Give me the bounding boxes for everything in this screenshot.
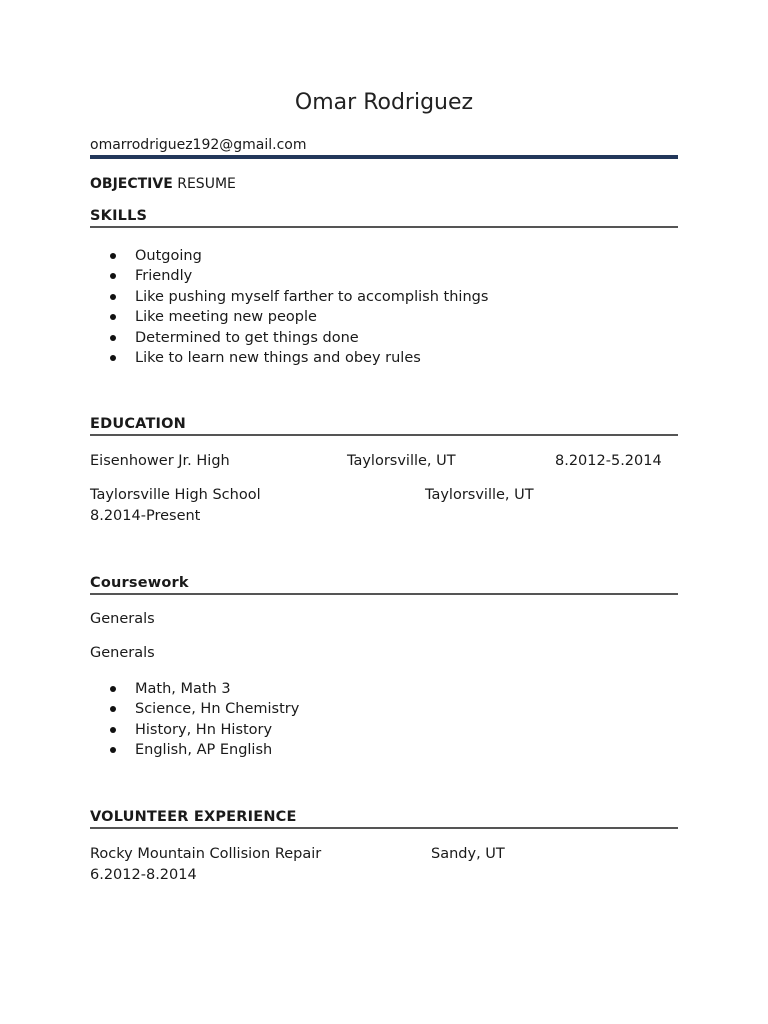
objective-label: OBJECTIVE: [90, 176, 173, 192]
list-item: Science, Hn Chemistry: [135, 699, 299, 719]
list-item: English, AP English: [135, 740, 299, 760]
volunteer-org: Rocky Mountain Collision Repair: [90, 846, 322, 862]
header-divider: [90, 155, 678, 159]
coursework-heading: Coursework: [90, 575, 678, 595]
volunteer-location: Sandy, UT: [431, 846, 505, 862]
education-location: Taylorsville, UT: [347, 453, 456, 469]
education-dates: 8.2014-Present: [90, 508, 201, 524]
volunteer-heading: VOLUNTEER EXPERIENCE: [90, 809, 678, 829]
list-item: Determined to get things done: [135, 328, 488, 348]
coursework-list: [90, 679, 299, 761]
education-school: Eisenhower Jr. High: [90, 453, 230, 469]
education-dates: 8.2012-5.2014: [555, 453, 662, 469]
coursework-line: Generals: [90, 645, 155, 661]
education-school: Taylorsville High School: [90, 487, 261, 503]
education-location: Taylorsville, UT: [425, 487, 534, 503]
education-heading: EDUCATION: [90, 416, 678, 436]
list-item: Like meeting new people: [135, 307, 488, 327]
coursework-line: Generals: [90, 611, 155, 627]
list-item: History, Hn History: [135, 720, 299, 740]
resume-name: Omar Rodriguez: [294, 90, 474, 115]
skills-heading: SKILLS: [90, 208, 678, 228]
email-address: omarrodriguez192@gmail.com: [90, 137, 307, 153]
list-item: Like pushing myself farther to accomplish things: [135, 287, 488, 307]
list-item: Math, Math 3: [135, 679, 299, 699]
objective-line: [90, 176, 236, 192]
list-item: Outgoing: [135, 246, 488, 266]
skills-list: [90, 246, 488, 368]
list-item: Friendly: [135, 266, 488, 286]
list-item: Like to learn new things and obey rules: [135, 348, 488, 368]
volunteer-dates: 6.2012-8.2014: [90, 867, 197, 883]
objective-text: RESUME: [177, 176, 236, 192]
